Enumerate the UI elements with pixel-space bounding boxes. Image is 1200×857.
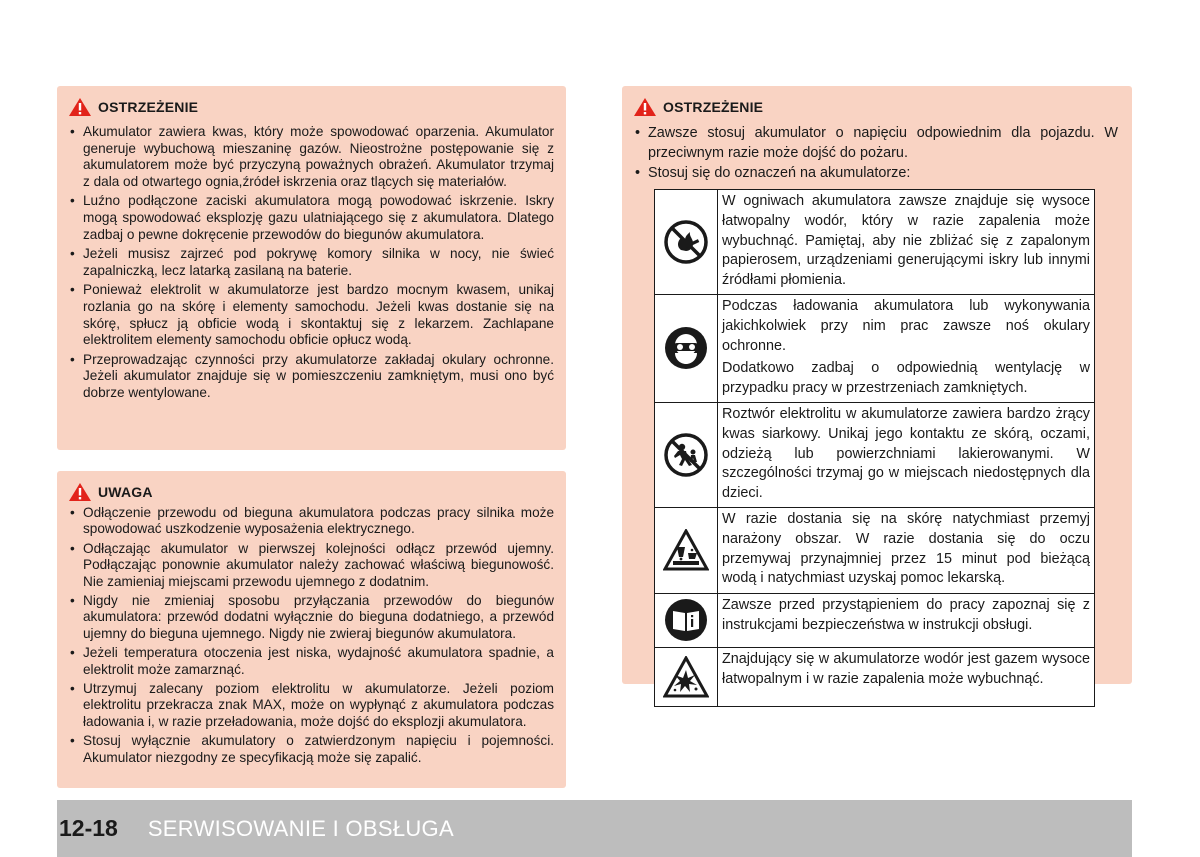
list-item: • Odłączając akumulator w pierwszej kolejności odłącz przewód ujemny. Podłączając ponownie akumulator należy zachować właściwą biegunowość. Nie zamieniaj miejscami przewodu ujemnego z dodatnim.	[68, 541, 554, 590]
explosive-icon	[663, 656, 709, 698]
list-item: • Luźno podłączone zaciski akumulatora mogą powodować iskrzenie. Iskry mogą spowodować eksplozję gazu ulatniającego się z akumulatora. Dlatego zadbaj o pewne dokręcenie przewodów do biegunów akumulatora.	[68, 193, 554, 243]
symbol-description: Znajdujący się w akumulatorze wodór jest gazem wysoce łatwopalnym i w razie zapalenia może wybuchnąć.	[718, 647, 1095, 706]
warning-heading	[633, 97, 1118, 117]
list-item: • Nigdy nie zmieniaj sposobu przyłączania przewodów do biegunów akumulatora: przewód dodatni wyłącznie do bieguna dodatniego, a przewód ujemny do bieguna ujemnego. Nigdy nie zwieraj biegunów akumulatora.	[68, 593, 554, 642]
symbol-description: Podczas ładowania akumulatora lub wykonywania jakichkolwiek przy nim prac zawsze noś okulary ochronne.	[722, 297, 1090, 354]
warning-heading-text: OSTRZEŻENIE	[98, 99, 199, 115]
warning-box-battery-symbols	[622, 86, 1132, 687]
keep-away-children-icon	[664, 433, 708, 477]
page-footer	[57, 800, 1132, 857]
symbol-description: W razie dostania się na skórę natychmiast przemyj narażony obszar. W razie dostania się do oczu przemywaj przynajmniej przez 15 minut pod bieżącą wodą i natychmiast uzyskaj pomoc lekarską.	[718, 507, 1095, 593]
table-row	[655, 593, 1095, 647]
caution-heading	[68, 482, 554, 502]
warning-box-battery-acid	[57, 86, 566, 450]
list-item: • Ponieważ elektrolit w akumulatorze jest bardzo mocnym kwasem, unikaj rozlania go na skórę i elementy samochodu. Jeżeli kwas dostanie się na skórę, spłucz ją obficie wodą i skontaktuj się z lekarzem. Zachlapane elektrolitem elementy samochodu obficie opłucz wodą.	[68, 282, 554, 348]
caution-box-battery-handling	[57, 471, 566, 788]
list-item: • Stosuj się do oznaczeń na akumulatorze:	[633, 163, 1118, 183]
list-item: • Jeżeli musisz zajrzeć pod pokrywę komory silnika w nocy, nie świeć zapalniczką, lecz latarką zasilaną na baterie.	[68, 246, 554, 279]
table-row	[655, 402, 1095, 507]
caution-heading-text: UWAGA	[98, 484, 153, 500]
list-item: • Jeżeli temperatura otoczenia jest niska, wydajność akumulatora spadnie, a elektrolit może zamarznąć.	[68, 645, 554, 678]
safety-goggles-icon	[664, 326, 708, 370]
symbol-description-extra: Dodatkowo zadbaj o odpowiednią wentylację w przypadku pracy w przestrzeniach zamkniętych.	[722, 360, 1090, 397]
symbol-description: Zawsze przed przystąpieniem do pracy zapoznaj się z instrukcjami bezpieczeństwa w instrukcji obsługi.	[718, 593, 1095, 647]
caution-list	[68, 505, 554, 766]
warning-heading	[68, 97, 554, 117]
read-manual-icon	[664, 598, 708, 642]
warning-list	[68, 124, 554, 402]
corrosive-icon	[663, 529, 709, 571]
warning-triangle-icon	[68, 482, 92, 502]
list-item: • Zawsze stosuj akumulator o napięciu odpowiednim dla pojazdu. W przeciwnym razie może dojść do pożaru.	[633, 123, 1118, 163]
warning-list	[633, 123, 1118, 183]
list-item: • Utrzymuj zalecany poziom elektrolitu w akumulatorze. Jeżeli poziom elektrolitu przekracza znak MAX, może on wypłynąć z akumulatora podczas ładowania i, w razie przeładowania, może dojść do eksplozji akumulatora.	[68, 681, 554, 730]
no-flame-icon	[664, 220, 708, 264]
table-row	[655, 647, 1095, 706]
battery-symbols-table	[654, 189, 1095, 707]
list-item: • Stosuj wyłącznie akumulatory o zatwierdzonym napięciu i pojemności. Akumulator niezgodny ze specyfikacją może się zapalić.	[68, 733, 554, 766]
list-item: • Akumulator zawiera kwas, który może spowodować oparzenia. Akumulator generuje wybuchową mieszaninę gazów. Nieostrożne postępowanie się z akumulatorem może być przyczyną poważnych obrażeń. Akumulator trzymaj z dala od otwartego ognia,źródeł iskrzenia oraz tlących się materiałów.	[68, 124, 554, 190]
section-title: SERWISOWANIE I OBSŁUGA	[147, 815, 454, 841]
warning-triangle-icon	[68, 97, 92, 117]
list-item: • Odłączenie przewodu od bieguna akumulatora podczas pracy silnika może spowodować uszkodzenie wyposażenia elektrycznego.	[68, 505, 554, 538]
symbol-description: W ogniwach akumulatora zawsze znajduje się wysoce łatwopalny wodór, który w razie zapalenia może wybuchnąć. Pamiętaj, aby nie zbliżać się z zapalonym papierosem, urządzeniami generującymi iskry lub innymi źródłami płomienia.	[718, 190, 1095, 295]
warning-heading-text: OSTRZEŻENIE	[663, 99, 764, 115]
table-row	[655, 294, 1095, 402]
warning-triangle-icon	[633, 97, 657, 117]
symbol-description: Roztwór elektrolitu w akumulatorze zawiera bardzo żrący kwas siarkowy. Unikaj jego kontaktu ze skórą, oczami, odzieżą lub powierzchniami lakierowanymi. W szczególności trzymaj go w miejscach niedostępnych dla dzieci.	[718, 402, 1095, 507]
list-item: • Przeprowadzając czynności przy akumulatorze zakładaj okulary ochronne. Jeżeli akumulator znajduje się w pomieszczeniu zamkniętym, musi ono być dobrze wentylowane.	[68, 352, 554, 402]
table-row	[655, 507, 1095, 593]
page-number: 12-18	[59, 815, 118, 841]
table-row	[655, 190, 1095, 295]
